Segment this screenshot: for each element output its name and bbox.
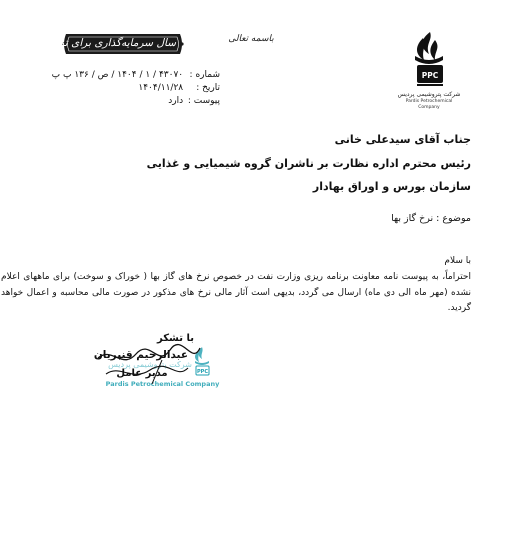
meta-date-label: تاریخ :: [196, 83, 220, 93]
subject-value: نرخ گاز بها: [391, 213, 434, 224]
subject-line: [391, 213, 471, 224]
meta-date-value: ۱۴۰۴/۱۱/۲۸: [138, 83, 184, 93]
meta-attachment: [40, 95, 220, 108]
slogan-banner: [47, 28, 184, 60]
slogan-text: سال سرمایه‌گذاری برای تولید: [47, 37, 176, 49]
closing-thanks: با تشکر: [157, 333, 194, 344]
letter-body: احتراماً، به پیوست نامه معاونت برنامه ریزی وزارت نفت در خصوص نرخ های گاز بها ( خوراک و سوخت) برای ماههای اعلام نشده (مهر ماه الی دی ماه) ارسال می گردد، بدیهی است آثار مالی نرخ های مذکور در صورت مالی محاسبه و اعمال خواهد گردید.: [1, 272, 471, 313]
meta-number-label: شماره :: [189, 70, 220, 80]
recipient-title: رئیس محترم اداره نظارت بر ناشران گروه شیمیایی و غذایی: [146, 156, 471, 170]
letter-meta: [40, 69, 220, 108]
flame-logo-icon: [397, 30, 461, 90]
logo-mark-text: PPC: [421, 71, 439, 80]
meta-number-value: ۴۳۰۷۰ / ۱ / ۱۴۰۴ / ص / ۱۳۶ پ پ: [51, 70, 184, 80]
meta-attachment-value: دارد: [168, 96, 184, 106]
recipient-block: [51, 134, 471, 205]
logo-company-en: Pardis Petrochemical Company: [405, 99, 453, 110]
meta-date: [40, 82, 220, 95]
meta-number: [40, 69, 220, 82]
stamp-mark-text: PPC: [197, 369, 208, 375]
besmeh-heading: باسمه تعالی: [228, 34, 274, 44]
signer-title: مدیر عامل: [116, 368, 168, 379]
stamp-company-fa: شرکت پتروشیمی پردیس: [108, 360, 192, 369]
handwritten-signature: [92, 340, 204, 390]
meta-attachment-label: پیوست :: [187, 96, 220, 106]
company-logo: [397, 30, 461, 122]
logo-company-fa: شرکت پتروشیمی پردیس: [397, 91, 461, 98]
subject-label: موضوع :: [436, 213, 471, 224]
recipient-organization: سازمان بورس و اوراق بهادار: [312, 180, 471, 193]
signer-name: عبدالرحیم قنبریان: [93, 349, 188, 361]
stamp-company-en: Pardis Petrochemical Company: [105, 380, 220, 388]
recipient-name: جناب آقای سیدعلی خانی: [334, 133, 471, 146]
greeting: با سلام: [444, 256, 471, 266]
